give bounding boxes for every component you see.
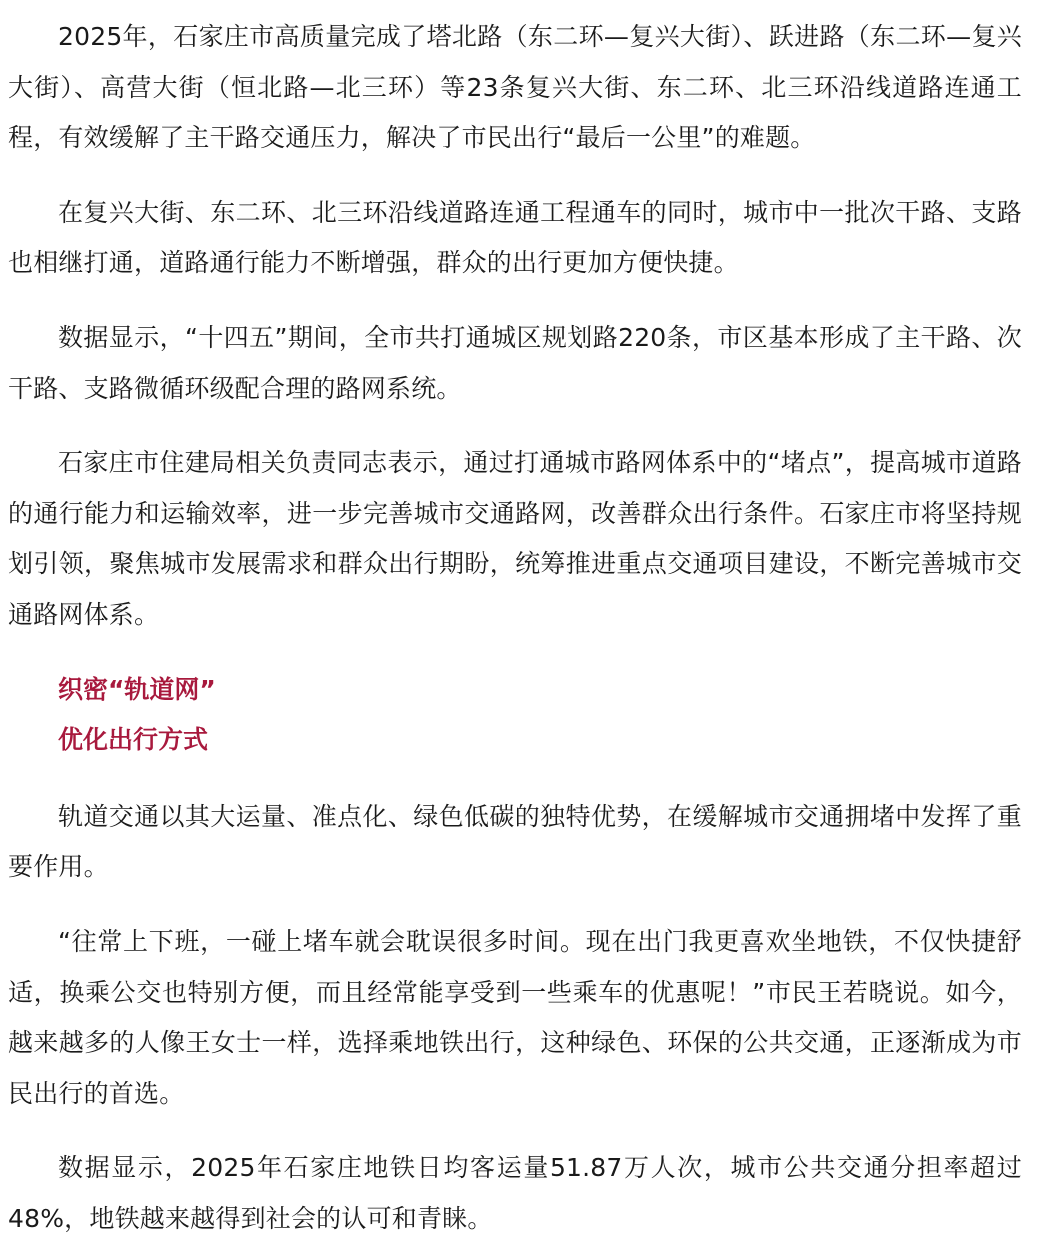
paragraph-planned-roads-data: 数据显示，“十四五”期间，全市共打通城区规划路220条，市区基本形成了主干路、次干路、支路微循环级配合理的路网系统。 <box>8 322 1022 403</box>
paragraph-citizen-quote: “往常上下班，一碰上堵车就会耽误很多时间。现在出门我更喜欢坐地铁，不仅快捷舒适，换乘公交也特别方便，而且经常能享受到一些乘车的优惠呢！”市民王若晓说。如今，越来越多的人像王女士一样，选择乘地铁出行，这种绿色、环保的公共交通，正逐渐成为市民出行的首选。 <box>8 926 1022 1108</box>
paragraph-road-connection: 2025年，石家庄市高质量完成了塔北路（东二环—复兴大街）、跃进路（东二环—复兴大街）、高营大街（恒北路—北三环）等23条复兴大街、东二环、北三环沿线道路连通工程，有效缓解了主干路交通压力，解决了市民出行“最后一公里”的难题。 <box>8 22 1022 153</box>
subheading-line-2: 优化出行方式 <box>58 725 209 755</box>
paragraph-metro-ridership-data: 数据显示，2025年石家庄地铁日均客运量51.87万人次，城市公共交通分担率超过48%，地铁越来越得到社会的认可和青睐。 <box>8 1153 1022 1233</box>
paragraph-rail-transit: 轨道交通以其大运量、准点化、绿色低碳的独特优势，在缓解城市交通拥堵中发挥了重要作用。 <box>8 801 1022 882</box>
paragraph-official-statement: 石家庄市住建局相关负责同志表示，通过打通城市路网体系中的“堵点”，提高城市道路的通行能力和运输效率，进一步完善城市交通路网，改善群众出行条件。石家庄市将坚持规划引领，聚焦城市发展需求和群众出行期盼，统筹推进重点交通项目建设，不断完善城市交通路网体系。 <box>8 448 1022 629</box>
paragraph-secondary-roads: 在复兴大街、东二环、北三环沿线道路连通工程通车的同时，城市中一批次干路、支路也相继打通，道路通行能力不断增强，群众的出行更加方便快捷。 <box>8 197 1022 278</box>
subheading-line-1: 织密“轨道网” <box>58 674 216 704</box>
section-subheading <box>8 665 1022 766</box>
